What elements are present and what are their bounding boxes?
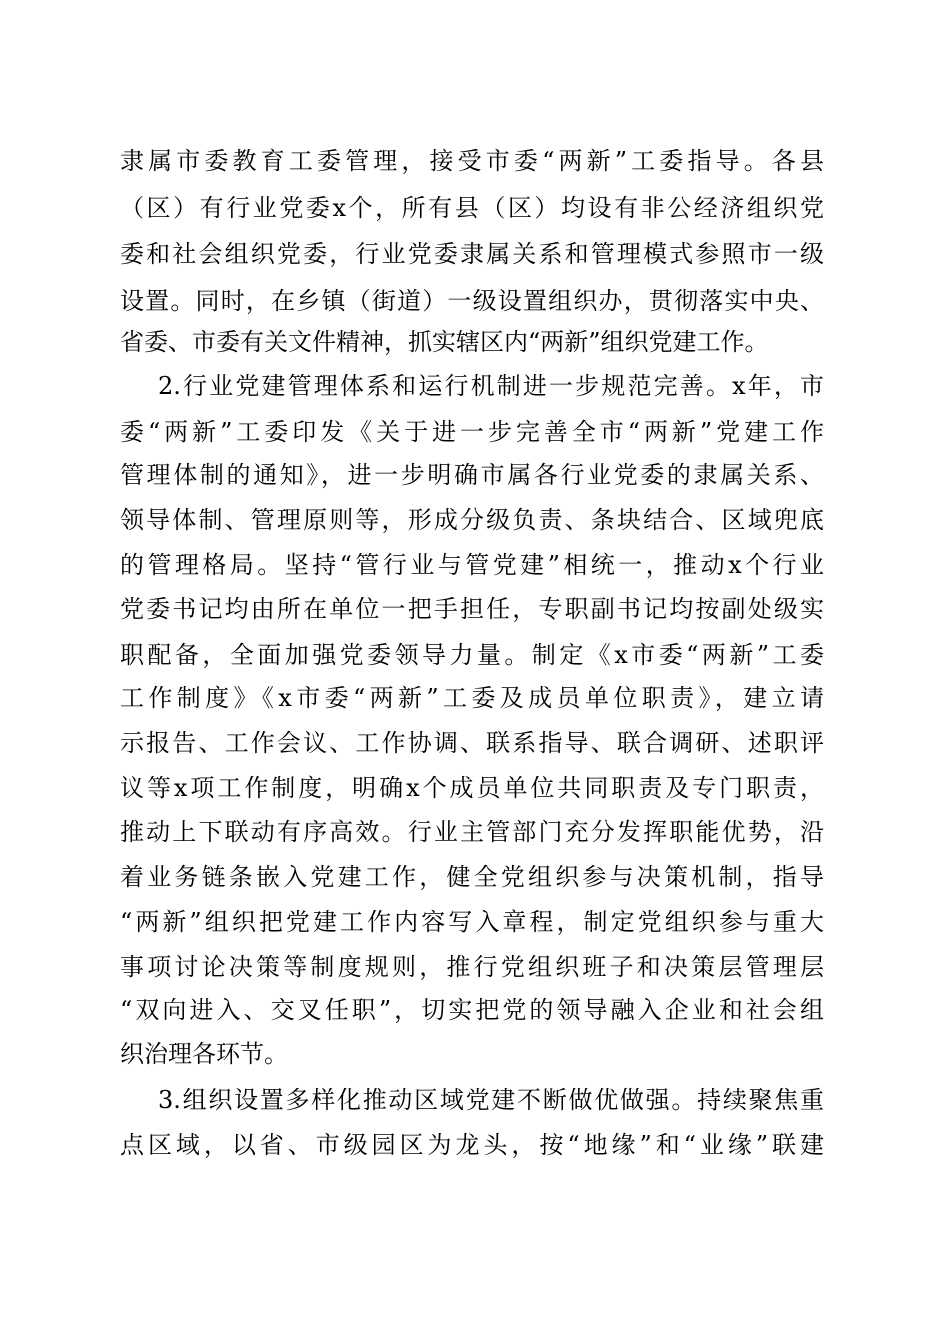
text-line: “两新”组织把党建工作内容写入章程，制定党组织参与重大: [120, 908, 824, 936]
text-line: 职配备，全面加强党委领导力量。制定《x市委“两新”工委: [120, 641, 824, 669]
text-line: 织治理各环节。: [120, 1040, 288, 1068]
text-line: “双向进入、交叉任职”，切实把党的领导融入企业和社会组: [120, 996, 824, 1024]
text-line: 管理体制的通知》，进一步明确市属各行业党委的隶属关系、: [120, 461, 824, 489]
text-line: 的管理格局。坚持“管行业与管党建”相统一，推动x个行业: [120, 551, 824, 579]
text-line: 设置。同时，在乡镇（街道）一级设置组织办，贯彻落实中央、: [120, 287, 824, 315]
text-line: 议等x项工作制度，明确x个成员单位共同职责及专门职责，: [120, 774, 824, 802]
text-line: 隶属市委教育工委管理，接受市委“两新”工委指导。各县: [120, 147, 824, 175]
text-line: 着业务链条嵌入党建工作，健全党组织参与决策机制，指导: [120, 863, 824, 891]
text-line: 点区域，以省、市级园区为龙头，按“地缘”和“业缘”联建: [120, 1131, 824, 1159]
text-line: 委和社会组织党委，行业党委隶属关系和管理模式参照市一级: [120, 240, 824, 268]
text-line: 工作制度》《x市委“两新”工委及成员单位职责》，建立请: [120, 684, 824, 712]
text-line: 省委、市委有关文件精神，抓实辖区内“两新”组织党建工作。: [120, 328, 769, 356]
text-line: 领导体制、管理原则等，形成分级负责、条块结合、区域兜底: [120, 506, 824, 534]
text-line: 党委书记均由所在单位一把手担任，专职副书记均按副处级实: [120, 595, 824, 623]
text-line: 事项讨论决策等制度规则，推行党组织班子和决策层管理层: [120, 953, 824, 981]
text-line: 3.组织设置多样化推动区域党建不断做优做强。持续聚焦重: [158, 1086, 824, 1114]
text-line: 示报告、工作会议、工作协调、联系指导、联合调研、述职评: [120, 729, 824, 757]
text-line: 推动上下联动有序高效。行业主管部门充分发挥职能优势，沿: [120, 818, 824, 846]
text-line: 委“两新”工委印发《关于进一步完善全市“两新”党建工作: [120, 418, 824, 446]
text-line: 2.行业党建管理体系和运行机制进一步规范完善。x年，市: [158, 372, 824, 400]
text-line: （区）有行业党委x个，所有县（区）均设有非公经济组织党: [120, 194, 824, 222]
